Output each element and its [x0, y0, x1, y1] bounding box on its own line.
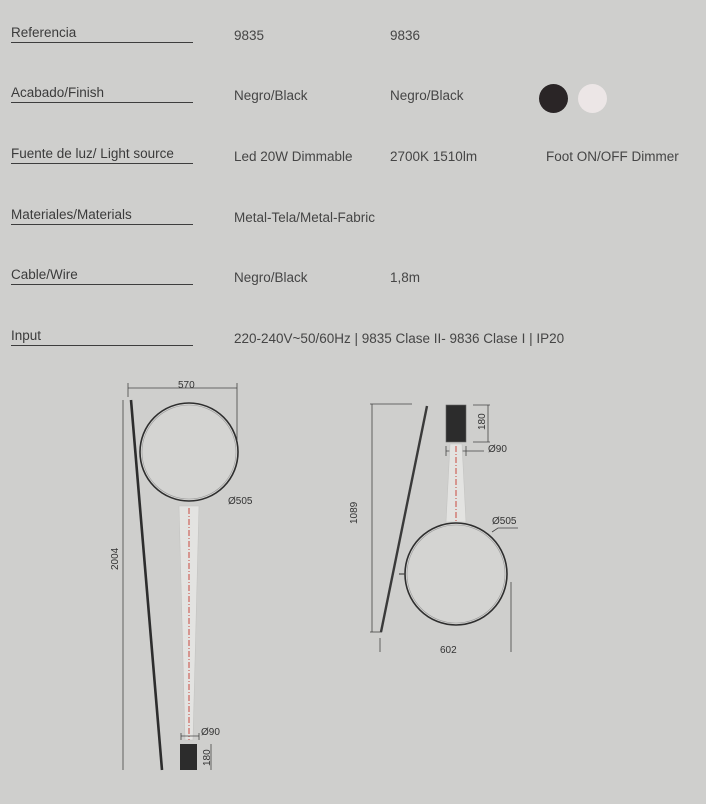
lamp-canopy — [446, 405, 466, 442]
spec-label-input: Input — [11, 328, 193, 346]
spec-row-input — [0, 328, 706, 358]
dim-leader — [492, 528, 518, 532]
spec-label-materiales: Materiales/Materials — [11, 207, 193, 225]
spec-row-materiales — [0, 207, 706, 237]
spec-value-cable-length: 1,8m — [390, 270, 421, 285]
dim-label-height: 1089 — [349, 501, 360, 524]
spec-value-dimmer: Foot ON/OFF Dimmer — [546, 149, 679, 164]
dim-label-base-diameter: Ø90 — [201, 727, 220, 738]
spec-value-finish-9835: Negro/Black — [234, 88, 308, 103]
spec-row-referencia — [0, 25, 706, 55]
spec-value-9836: 9836 — [390, 28, 421, 43]
dim-label-base-height: 180 — [202, 749, 213, 766]
spec-row-cable — [0, 267, 706, 297]
spec-value-9835: 9835 — [234, 28, 265, 43]
finish-swatch-black — [539, 84, 568, 113]
spec-label-acabado: Acabado/Finish — [11, 85, 193, 103]
spec-value-input: 220-240V~50/60Hz | 9835 Clase II- 9836 Clase I | IP20 — [234, 331, 565, 346]
dim-label-height: 2004 — [110, 547, 121, 570]
technical-drawings — [0, 360, 706, 804]
lamp-ring — [405, 523, 507, 625]
finish-swatch-white — [578, 84, 607, 113]
spec-value-color-temp: 2700K 1510lm — [390, 149, 478, 164]
spec-label-cable: Cable/Wire — [11, 267, 193, 285]
spec-value-cable-color: Negro/Black — [234, 270, 308, 285]
dim-label-canopy-height: 180 — [477, 413, 488, 430]
spec-row-acabado — [0, 85, 706, 115]
drawing-wall-lamp — [349, 404, 518, 656]
lamp-base — [180, 744, 197, 770]
drawing-floor-lamp — [110, 380, 253, 770]
spec-row-fuente — [0, 146, 706, 176]
spec-value-materials: Metal-Tela/Metal-Fabric — [234, 210, 376, 225]
spec-label-fuente: Fuente de luz/ Light source — [11, 146, 193, 164]
spec-value-finish-9836: Negro/Black — [390, 88, 464, 103]
dim-label-width: 570 — [178, 380, 195, 391]
spec-label-referencia: Referencia — [11, 25, 193, 43]
dim-label-width: 602 — [440, 645, 457, 656]
lamp-ring — [140, 403, 238, 501]
dim-label-canopy-diameter: Ø90 — [488, 444, 507, 455]
dim-label-diameter: Ø505 — [492, 516, 517, 527]
spec-value-led: Led 20W Dimmable — [234, 149, 353, 164]
dim-label-diameter: Ø505 — [228, 496, 253, 507]
